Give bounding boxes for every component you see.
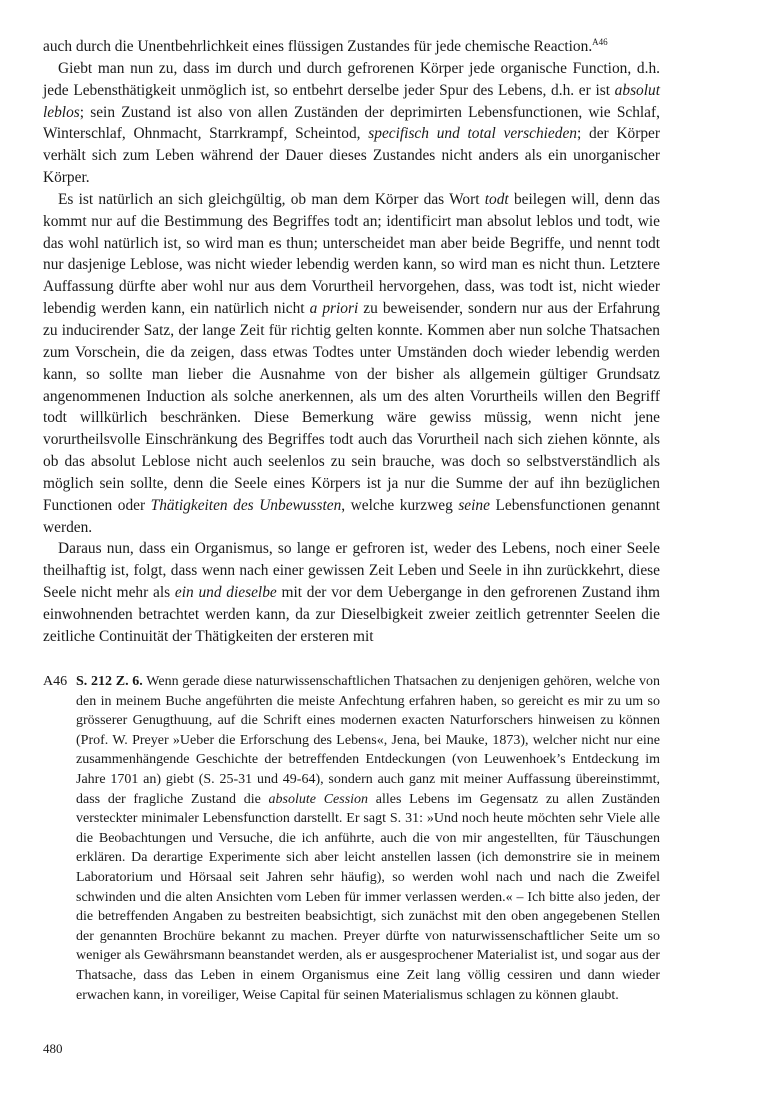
page-number: 480 xyxy=(43,1041,63,1056)
emphasis: a priori xyxy=(309,300,359,318)
text: Giebt man nun zu, dass im durch und durch gefrorenen Körper jede organische Function, d.h. jede Lebensthätigkeit unmöglich ist, so entbehrt derselbe jeder Spur des Lebens, d.h. er ist xyxy=(43,59,660,99)
paragraph-3 xyxy=(43,189,660,539)
text: Daraus nun, dass ein Organismus, so lange er gefroren ist, weder des Lebens, noch einer Seele theilhaftig ist, folgt, dass wenn nach einer gewissen Zeit Leben und Seele in ihn zurückkehrt, diese Seele nicht mehr als xyxy=(43,540,660,602)
emphasis: specifisch und total verschieden xyxy=(368,125,577,143)
emphasis: ein und dieselbe xyxy=(174,584,277,602)
text: zu beweisender, sondern nur aus der Erfahrung zu inducirender Satz, der lange Zeit für richtig gelten konnte. Kommen aber nun solche Thatsachen zum Vorschein, die da zeigen, dass etwas Todtes unter Umständen doch wieder lebendig werden kann, so sollte man lieber die Ausnahme von der bisher als allgemein gültiger Grundsatz angenommenen Induction als solche anerkennen, als um des alten Vorurtheils willen den Begriff todt willkürlich beschränken. Diese Bemerkung wäre gewiss müssig, wenn nicht jene vorurtheilsvolle Einschränkung des Begriffes todt auch das Vorurtheil nach sich ziehen könnte, als ob das absolut Leblose nicht auch seelenlos zu sein brauche, was doch so selbstverständlich als möglich sein sollte, denn die Seele eines Körpers ist ja nur die Summe der auf ihn bezüglichen Functionen oder xyxy=(43,300,661,514)
footnote-label: A46 xyxy=(43,674,68,689)
footnotes xyxy=(43,672,660,1005)
text: beilegen will, denn das kommt nur auf die Bestimmung des Begriffes todt an; identificirt man absolut leblos und todt, wie das wohl natürlich ist, so wird man es thun; unterscheidet man aber beide Begriffe, und nennt todt nur dasjenige Leblose, was nicht wieder lebendig werden kann, so wird man es nicht thun. Letztere Auffassung dürfte aber wohl nur aus dem Vorurtheil hervorgehen, dass, was todt ist, nicht wieder lebendig werden kann, ein natürlich nicht xyxy=(43,190,660,318)
emphasis: absolut leblos xyxy=(43,81,660,121)
paragraph-2 xyxy=(43,58,660,189)
emphasis: todt xyxy=(484,190,509,208)
text: , welche kurzweg xyxy=(341,496,459,514)
paragraph-4 xyxy=(43,538,660,647)
emphasis: seine xyxy=(458,496,490,514)
main-text xyxy=(43,36,660,648)
footnote-marker[interactable]: A46 xyxy=(592,36,608,47)
text: alles Lebens im Gegensatz zu allen Zuständen versteckter minimaler Lebensfunction darstellt. Er sagt S. 31: »Und noch heute möchten sehr Viele alle die Beobachtungen und Versuche, die ich anführte, auch die von mir angestellten, für Täuschungen erklären. Da derartige Experimente sich aber leicht anstellen lassen (ich demonstrire sie in meinem Laboratorium und Hörsaal seit Jahren sehr häufig), so werden wohl nach und nach die Zweifel schwinden und die alten Ansichten vom Leben für immer verlassen werden.« – Ich bitte also jeden, der die betreffenden Angaben zu bestreiten beabsichtigt, sich zunächst mit den oben angegebenen Stellen der genannten Brochüre bekannt zu machen. Preyer dürfte von naturwissenschaftlicher Seite um so weniger als Gewährsmann beanstandet werden, als er ausgesprochener Materialist ist, und sogar aus der Thatsache, dass das Leben in einem Organismus eine Zeit lang völlig cessiren und dann wieder erwachen kann, in voreiliger, Weise Capital für seinen Materialismus schlagen zu können glaubt. xyxy=(76,791,660,1003)
text: Wenn gerade diese naturwissenschaftlichen Thatsachen zu denjenigen gehören, welche von den in meinem Buche angeführten die meiste Anfechtung erfahren haben, so gereicht es mir zu um so grösserer Genugthuung, auf die Schrift eines modernen exacten Naturforschers hinweisen zu können (Prof. W. Preyer »Ueber die Erforschung des Lebens«, Jena, bei Mauke, 1873), welcher nicht nur eine zusammenhängende Geschichte der betreffenden Entdeckungen (von Leuwenhoek’s Entdeckung im Jahre 1701 an) giebt (S. 25-31 und 49-64), sondern auch ganz mit meiner Auffassung übereinstimmt, dass der fragliche Zustand die xyxy=(76,674,661,807)
paragraph-1 xyxy=(43,36,660,58)
text: ; sein Zustand ist also von allen Zuständen der deprimirten Lebensfunctionen, wie Schlaf, Winterschlaf, Ohnmacht, Starrkrampf, Scheintod, xyxy=(43,103,660,143)
text: mit der vor dem Uebergange in den gefrorenen Zustand ihm einwohnenden betrachtet werden kann, da zur Dieselbigkeit zweier zeitlich getrennter Seelen die zeitliche Continuität der Thätigkeiten der ersteren mit xyxy=(43,584,660,645)
emphasis: Thätigkeiten des Unbewussten xyxy=(150,496,342,514)
text: Lebensfunctionen genannt werden. xyxy=(43,496,660,536)
emphasis: absolute Cession xyxy=(268,791,369,807)
footnote-a46 xyxy=(43,672,660,1005)
text: auch durch die Unentbehrlichkeit eines flüssigen Zustandes für jede chemische Reaction. xyxy=(43,38,593,55)
text: ; der Körper verhält sich zum Leben während der Dauer dieses Zustandes nicht anders als ein unorganischer Körper. xyxy=(43,125,661,187)
footnote-reference: S. 212 Z. 6. xyxy=(76,674,143,689)
text: Es ist natürlich an sich gleichgültig, ob man dem Körper das Wort xyxy=(58,190,485,208)
